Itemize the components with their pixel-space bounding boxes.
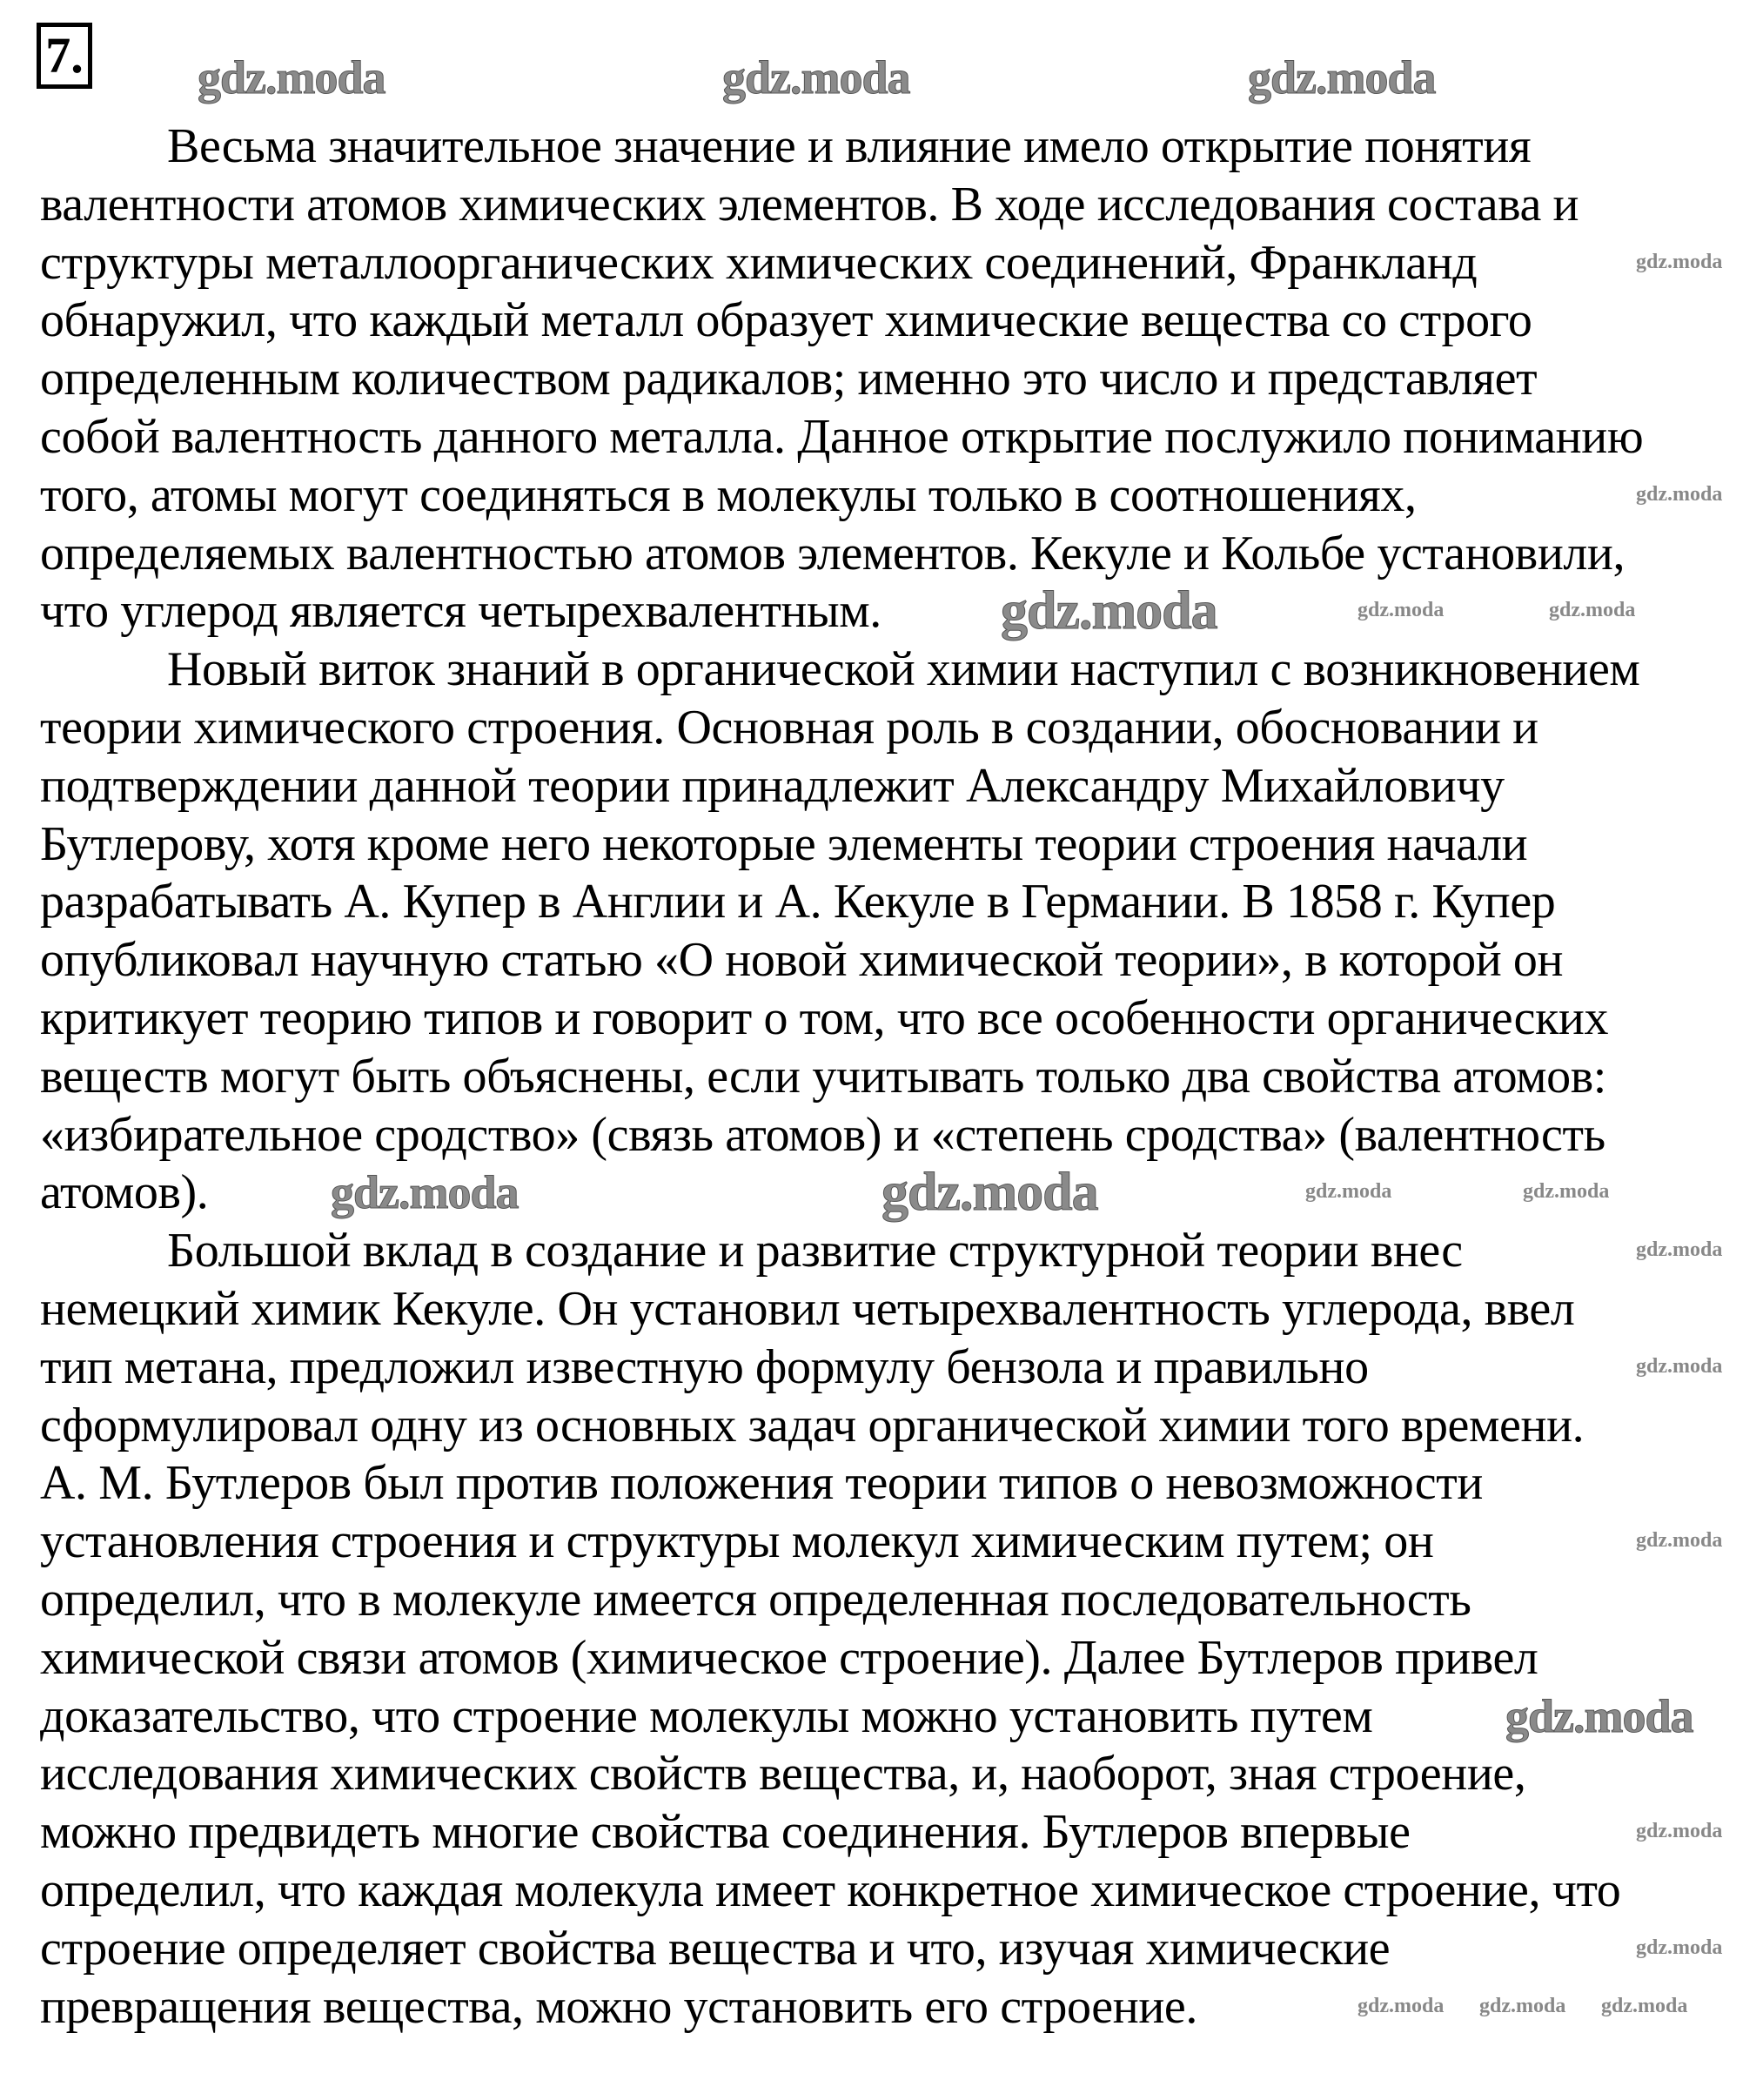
watermark: gdz.moda	[1357, 1994, 1445, 2017]
watermark: gdz.moda	[1549, 599, 1636, 622]
text-line: установления строения и структуры молекул химическим путем; он	[40, 1514, 1434, 1569]
text-line: валентности атомов химических элементов. В ходе исследования состава и	[40, 177, 1579, 231]
text-line: немецкий химик Кекуле. Он установил четырехвалентность углерода, ввел	[40, 1281, 1575, 1336]
watermark: gdz.moda	[882, 1163, 1098, 1223]
watermark: gdz.moda	[1479, 1994, 1566, 2017]
watermark: gdz.moda	[1305, 1180, 1392, 1204]
text-line: определил, что в молекуле имеется определенная последовательность	[40, 1572, 1471, 1627]
task-number: 7.	[37, 23, 92, 89]
text-line: тип метана, предложил известную формулу бензола и правильно	[40, 1339, 1369, 1394]
text-line: обнаружил, что каждый металл образует химические вещества со строго	[40, 293, 1532, 348]
watermark: gdz.moda	[1523, 1180, 1610, 1204]
text-line: превращения вещества, можно установить его строение.	[40, 1979, 1197, 2034]
text-line: собой валентность данного металла. Данное открытие послужило пониманию	[40, 409, 1644, 464]
text-line: «избирательное сродство» (связь атомов) и «степень сродства» (валентность	[40, 1107, 1605, 1162]
text-line: можно предвидеть многие свойства соединения. Бутлеров впервые	[40, 1805, 1411, 1860]
text-line: определенным количеством радикалов; именно это число и представляет	[40, 352, 1538, 406]
text-line: определил, что каждая молекула имеет конкретное химическое строение, что	[40, 1862, 1621, 1917]
text-line: исследования химических свойств вещества, и, наоборот, зная строение,	[40, 1747, 1526, 1801]
watermark: gdz.moda	[1636, 1354, 1723, 1378]
text-line: опубликовал научную статью «О новой химической теории», в которой он	[40, 933, 1564, 988]
watermark: gdz.moda	[1636, 1936, 1723, 1959]
watermark: gdz.moda	[1248, 51, 1436, 104]
text-line: Бутлерову, хотя кроме него некоторые элементы теории строения начали	[40, 816, 1528, 871]
text-line: что углерод является четырехвалентным.	[40, 584, 882, 639]
text-line: Большой вклад в создание и развитие структурной теории внес	[167, 1224, 1463, 1278]
text-line: А. М. Бутлеров был против положения теории типов о невозможности	[40, 1456, 1483, 1511]
text-line: критикует теорию типов и говорит о том, что все особенности органических	[40, 990, 1609, 1045]
watermark: gdz.moda	[1636, 1820, 1723, 1843]
watermark: gdz.moda	[1636, 250, 1723, 273]
watermark: gdz.moda	[1001, 581, 1217, 641]
watermark: gdz.moda	[1636, 482, 1723, 506]
text-line: структуры металлоорганических химических соединений, Франкланд	[40, 235, 1478, 290]
watermark: gdz.moda	[1636, 1529, 1723, 1553]
watermark: gdz.moda	[722, 51, 910, 104]
text-line: веществ могут быть объяснены, если учитывать только два свойства атомов:	[40, 1049, 1606, 1104]
text-line: строение определяет свойства вещества и что, изучая химические	[40, 1921, 1391, 1976]
text-line: атомов).	[40, 1165, 209, 1220]
document-body	[40, 117, 1746, 2036]
text-line: химической связи атомов (химическое строение). Далее Бутлеров привел	[40, 1630, 1538, 1685]
text-line: Весьма значительное значение и влияние имело открытие понятия	[167, 119, 1532, 173]
watermark: gdz.moda	[1505, 1689, 1693, 1742]
watermark: gdz.moda	[1357, 599, 1445, 622]
text-line: доказательство, что строение молекулы можно установить путем	[40, 1688, 1373, 1743]
text-line: определяемых валентностью атомов элементов. Кекуле и Кольбе установили,	[40, 526, 1626, 580]
text-line: разрабатывать А. Купер в Англии и А. Кекуле в Германии. В 1858 г. Купер	[40, 875, 1556, 929]
text-line: того, атомы могут соединяться в молекулы только в соотношениях,	[40, 467, 1417, 522]
watermark: gdz.moda	[1636, 1238, 1723, 1262]
text-line: Новый виток знаний в органической химии наступил с возникновением	[167, 642, 1640, 697]
text-line: сформулировал одну из основных задач органической химии того времени.	[40, 1398, 1585, 1453]
text-line: теории химического строения. Основная роль в создании, обосновании и	[40, 700, 1538, 755]
watermark: gdz.moda	[198, 51, 385, 104]
text-line: подтверждении данной теории принадлежит Александру Михайловичу	[40, 758, 1505, 813]
watermark: gdz.moda	[331, 1166, 519, 1219]
watermark: gdz.moda	[1601, 1994, 1688, 2017]
